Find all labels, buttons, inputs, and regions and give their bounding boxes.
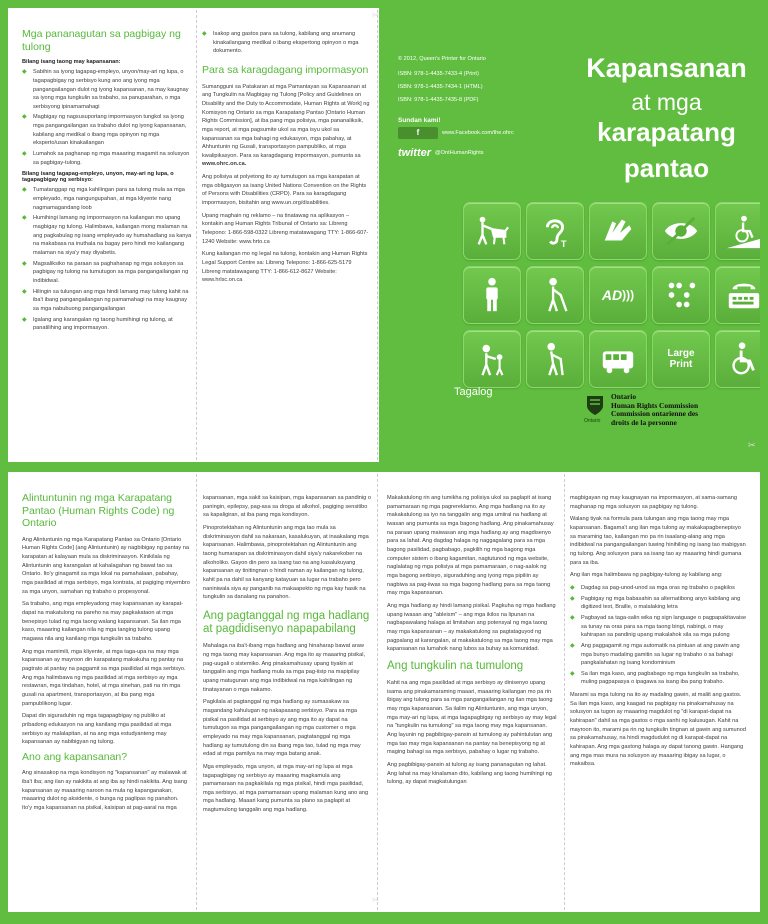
twitter-row[interactable] (398, 147, 484, 159)
list-item: ◆ Hilingin sa tulungan ang mga hindi lamang may tulong kahit na iba't ibang pangangailangan ng pamamahagi na may kaugnay sa mga nabubuong pangangailangan (22, 288, 194, 314)
fold-line (377, 474, 378, 910)
guide-dog-icon (463, 202, 521, 260)
heading-what-is-disability: Ano ang kapansanan? (22, 750, 128, 763)
cover-panel (379, 0, 768, 462)
hearing-assist-icon (526, 202, 584, 260)
bullet-list-employer (22, 186, 194, 333)
paragraph-legal-support-contact: Kung kailangan mo ng legal na tulong, kontakin ang Human Rights Legal Support Centre sa: Libreng Telepono: 1-866-625-5179 Libreng matatawagang TTY: 1-866-612-8627 Website: www.hrlsc.on.ca (202, 251, 368, 284)
paragraph: Dapat din siguraduhin ng mga tagapagbigay ng publiko at pribadong edukasyon na ang kanilang mga pasilidad at mga serbisyo ay malalapitan, at na ang mga estudyanteng may kapansanan ay nabibigyan ng tulong. (22, 713, 172, 746)
twitter-handle[interactable]: @OntHumanRights (435, 149, 484, 156)
fold-line (196, 10, 197, 460)
ohrc-name-en-line1: Ontario (611, 392, 637, 401)
braille-icon (652, 266, 710, 324)
scissors-icon: ✂ (372, 10, 380, 20)
panel-human-rights-code (22, 492, 190, 912)
list-item: ◆ Sabihin sa iyong tagapag-empleyo, unyon/may-ari ng lupa, o tagapagbigay ng serbisyo kung ano ang iyong mga pangangailangan dulot ng iyong kapansanan, na may kaugnay sa iyong mga tungkulin sa trabaho, sa panuparahan, o mga serbisyong ipinamamahagi (22, 68, 194, 111)
subheading-person-with-disability: Bilang isang taong may kapansanan: (22, 59, 121, 66)
panel-responsibilities (22, 28, 194, 448)
paragraph: Makakatulong rin ang tumikha ng polisiya ukol sa paglapit at isang pamamaraan ng mga pagrereklamo. Ang mga hadlang na ito ay makakatulong sa iyo na tanggalin ang mga umiiral na hadlang at iwasan ang pumunta sa mga bagong hadlang. Ang pinakamahusay na paraan upang maiwasan ang mga hadlang ay ang magdisenyo para sa lahat. Ang dagdag halaga ng naggagalang para sa mga bagong pasilidad, pagbabago, pagkilih ng mga bagong mga computer sistem o ibang kagamitan, nagtutunod ng mga website, naglalatag ng mga polisiya at mga pamamaraan, o nag-aalok ng mga bagong serbisyo, siguraduhing ang iyong mga pipiliin ay nagbiwa sa pag-iiwas sa mga bagong hadlang para sa mga taong may mga kapansanan. (387, 495, 554, 597)
ohrc-logo-text (611, 393, 698, 427)
fold-line (196, 474, 197, 910)
ohrc-link[interactable]: www.ohrc.on.ca. (202, 161, 247, 168)
bullet-list-person (22, 68, 194, 167)
scissors-icon: ✂ (372, 895, 380, 905)
list-item: ◆ Ang paggagamit ng mga automatik na pintuan at ang pawin ang mga bunyo madaling gamitin sa lugar ng trabaho o sa bahagi pangkalahatan ng isang kondominium (570, 642, 748, 668)
bus-icon (589, 330, 647, 388)
low-vision-icon (652, 202, 710, 260)
paragraph: Ang pagbibigay-pansin at tulong ay isang pananagutan ng lahat. Ang lahat na may kinalaman dito, kabilang ang taong humihingi ng tulong, ay dapat magkatulungan (387, 761, 552, 786)
heading-removing-barriers: Ang pagtanggal ng mga hadlang at pagdidisenyo napapabilang (203, 609, 370, 636)
ontario-coat-of-arms-icon (584, 393, 606, 417)
heading-duty-to-accommodate: Ang tungkulin na tumulong (387, 659, 524, 672)
cane-icon (526, 266, 584, 324)
ohrc-name-fr-line1: Commission ontarienne des (611, 409, 699, 419)
paragraph: Pinoprotektahan ng Alintuntunin ang mga tao mula sa diskriminasyon dahil sa nakaraan, kasalukuyan, at inaakalang mga kapansanan. Halimbawa, pinoprotektahan ng Alintuntunin ang taong humarapan sa diskriminasyon dahil siya'y nakarekober na alkoholiko. Gayon din pero sa isang tao na ang kasalukuyang kapansanan ay tinitingnan o hindi naman ay kailangan ng tulong, kahit pa na dahil sa kanyang katayuan sa lugar na trabaho pero naniniwala siya ay panganib na makaapekto ng mga kay hasik na tungkulin sa danalang na panahon. (203, 524, 369, 601)
paragraph: Sumangguni sa Patakaran at mga Pamantayan sa Kapansanan at ang Tungkulin na Magbigay ng Tulong [Policy and Guidelines on Disability and the Duty to Accommodate, Human Rights at Work] ng Komisyon ng Ontario sa mga Karapatang Pantao [Ontario Human Rights Commission], at iba pang mga polisiya, mga pananaliksik, mga report, at mga pagsumite ukol sa mga isyu ukol sa kapansanan sa mga bahagi ng edukasyon, mga pabahay, at Ahhuntunin ng Gusali, transportasyon pampubliko, at mga kwalipikasyon. Para sa karagdagang impormasyon, pumunta sa www.ohrc.on.ca. (202, 83, 370, 168)
isbn-print: ISBN: 978-1-4435-7433-4 (Print) (398, 71, 479, 77)
paragraph-tribunal-contact: Upang maghain ng reklamo – na tinatawag na aplikasyon – kontakin ang Human Rights Tribunal of Ontario sa: Libreng Telepono: 1-866-598-0322 Libreng matatawagang TTY: 1-866-607-1240 Website: www.hrto.ca (202, 212, 369, 245)
paragraph: kapansanan, mga sakit sa kaisipan, mga kapansanan sa pandinig o paningin, epilepsy, pag-asa sa droga at alkohol, pagiging sensitibo sa kapaligiran, at iba pang mga kondisyon. (203, 495, 371, 519)
cover-title-line4: pantao (623, 153, 710, 183)
panel-removing-barriers (203, 494, 371, 912)
subheading-employer: Bilang isang tagapag-empleyo, unyon, may-ari ng lupa, o tagapagbigay ng serbisyo: (22, 171, 174, 184)
svg-text:T: T (560, 239, 567, 250)
cover-title-line1: Kapansanan (586, 53, 747, 83)
panel-accommodation-examples (570, 494, 748, 912)
isbn-pdf: ISBN: 978-1-4435-7435-8 (PDF) (398, 97, 479, 103)
list-item: ◆ Igalang ang karangalan ng taong humihingi ng tulong, at panatilihing ang impormasyon. (22, 316, 194, 333)
list-item: ◆ Pagbayad sa taga-salin wika ng sign language o pagpapakitavaise sa tunay na oras para sa mga taong bingi, nabingi, o may kahirapan sa pandinig upang makalahok sila sa mga pulong (570, 614, 748, 640)
middle-band (0, 462, 768, 472)
bottom-edge-band (0, 912, 768, 924)
copyright-text: © 2012, Queen's Printer for Ontario (398, 56, 486, 62)
bullet-list-cost (202, 30, 370, 56)
paragraph: Sa trabaho, ang mga empleyadong may kapansanan ay karapat-dapat na makatulong na pareho na may pagkakataon at mga benepisyo tulad ng mga taong walang kapansanan. Sa ilan mga kaso, maaaring kailangan nila ng mga tanging tulong upang magawa nila ang kanilang mga tungkulin sa trabaho. (22, 601, 184, 642)
heading-responsibilities: Mga pananagutan sa pagbigay ng tulong (22, 28, 181, 53)
list-item: ◆ Sa ilan mga kaso, ang pagbabago ng mga tungkulin sa trabaho, muling pagpapasya o ipagawa sa isang iba pang trabaho. (570, 670, 748, 687)
paragraph: Walang tiyak na formula para tulungan ang mga taong may mga kapansanan. Bagama't ang ilan mga tulong ay makakapagbenepisyo sa maraming tao, kailangan mo pa rin isaalang-alang ang mga indibidwal na pangangailangan tuwing hinihiling ng isang tao mabigyan ng tulong. Ang solusyon para sa isang tao ay maaaring hindi gumana para sa iba. (570, 516, 746, 566)
paragraph: Ang mga mamimili, mga kliyente, at mga taga-upa na may mga kapansanan ay mayroon din karapatang makakuha ng pantay na pagtrato at pantay na paggamit sa mga pasilidad at mga serbisyo. Ang mga halimbawa ng mga pasilidad at mga serbisyo ay mga restawran, mga tindahan, hotel, at mga sinehan, pati na rin mga gusali na apartment, transportasyon, at iba pang mga pampublikong lugar. (22, 648, 186, 707)
ontario-wordmark: Ontario (584, 418, 601, 424)
list-item: ◆ Pagbigay ng mga babasahin sa alternatibong anyo kabilang ang digitized text, Braille, o malalaking letra (570, 595, 748, 612)
heading-human-rights-code: Alintuntunin ng mga Karapatang Pantao (Human Rights Code) ng Ontario (22, 492, 175, 530)
person-icon (463, 266, 521, 324)
list-item: ◆ Magsaliksiko na paraan sa paghahanap ng mga solusyon sa pagbigay ng tulong na tumutugon sa mga pangangailangan ng indibidwal. (22, 260, 194, 286)
follow-us-label: Sundan kami! (398, 117, 441, 124)
list-item: ◆ Dagdag sa pag-unod-unod sa mga oras ng trabaho o pagkilos (570, 584, 748, 593)
paragraph: Pagkilala at pagtanggal ng mga hadlang ay sumasakaw sa magandang kahulugan ng nakapasang serbisyo. Para sa mga pisikal na pasilidad at serbisyo ay ang mga ito ay dapat na tumutugon sa mga pangangailangan ng mga customer o mga empleyado na may mga kapansanan, pagtatanggal ng mga hadlang ay tumutulong din sa ibang mga tao, tulad ng mga may edad at mga pamilya na may mga batang anak. (203, 699, 361, 758)
paragraph: Ang mga hadlang ay hindi lamang pisikal. Pagkuha ng mga hadlang upang iwasan ang "ableism" – ang mga ikilos na lipunan na nagbapawalang halaga at limitahan ang potensyal ng mga taong may mga kapansanan – ay makakatulong sa pagtataguyod ng pagpalang at karangalan, at makakatulong sa mga taong may mga kapansanan na lumahok nang lubos sa buhay sa komunidad. (387, 602, 556, 653)
large-print-icon: Large Print (652, 330, 710, 388)
list-item: ◆ Humihingi lamang ng impormasyon na kailangan mo upang magbigay ng tulong. Halimbawa, kailangan mong malaman na ang pagkabulag ng isang empleyado ay humahadlang sa kanya na makabasa na inuthala na bagay pero hindi mo kailangang malaman na siya'y may diyabetis. (22, 214, 194, 257)
panel-duty-to-accommodate (387, 494, 557, 912)
facebook-row[interactable] (398, 127, 514, 139)
paragraph: Ang polisiya at polyetong ito ay tumutugon sa mga karapatan at mga obligasyon sa isang United Nations Convention on the Rights of Persons with Disabilities (CRPD). Para sa karagdagang impormasyon, bisitahin ang www.un.org/disabilities. (202, 174, 367, 207)
ohrc-name-fr-line2: droits de la personne (611, 417, 677, 427)
list-item: ◆ Tumatanggap ng mga kahilingan para sa tulong mula sa mga empleyado, mga nangungupahan, at mga kliyente nang nagmamagandang loob (22, 186, 194, 212)
scissors-icon: ✂ (748, 440, 756, 450)
top-edge-band (0, 0, 768, 8)
paragraph: magbigayan ng may kaugnayan na impormasyon, at sama-samang maghanap ng mga solusyon sa pagbigay ng tulong. (570, 495, 737, 510)
audio-description-icon: AD ))) (589, 266, 647, 324)
facebook-link[interactable]: www.Facebook.com/the.ohrc (442, 129, 514, 136)
paragraph: Ang ilan mga halimbawa ng pagbigay-tulong ay kabilang ang: (570, 572, 723, 579)
paragraph: Marami sa mga tulong na ito ay madaling gawin, at maliit ang gastos. Sa ilan mga kaso, ang kaagad na pagbigay na pinakamahusay na solusyon sa tugon ay maaaring magdulot ng "di karapat-dapat na kahirapan" dahil sa mga gastos o mga sanhi ng kalusugan. Kahit na mayroon ito, marami pa rin ng tungkulin tingnan at gawin ang sumunod sa pinakamahusay, na hindi magdudulot ng di karapat-dapat na kahirapan. Ang mga gastong halaga ay dapat tanong gawin. Hangang ang mga mas mura na solusyon ay maaaring ibigay sa lugar, o makaibsa. (570, 692, 746, 768)
bullet-list-examples (570, 584, 748, 687)
ohrc-name-en-line2: Human Rights Commission (611, 400, 699, 410)
list-item: ◆ Isakop ang gastos para sa tulong, kabilang ang anumang kinakailangang medikal o ibang ekspertong opinyon o mga dokumento. (202, 30, 370, 56)
list-item: ◆ Lumahok sa paghanap ng mga maaaring magamit na solusyon sa pagbigay-tulong. (22, 150, 194, 167)
fold-line (377, 10, 378, 460)
elderly-icon (526, 330, 584, 388)
language-label: Tagalog (454, 386, 493, 398)
signing-hands-icon (589, 202, 647, 260)
facebook-icon: f (398, 127, 438, 139)
paragraph: Ang Alintuntunin ng mga Karapatang Pantao sa Ontario [Ontario Human Rights Code] (ang Alintuntunin) ay nagbibigay ng pantay na karapatan at kalayaan mula sa diskriminasyon. Kinikilala ng Alintuntunin ang karangalan at kahalagahan ng bawat tao sa Ontario. Ito'y ginagamit sa mga lokal na pamahalaan, pabahay, mga pasilidad at mga serbisyo, mga kontrata, at pagiging miyembro sa mga unyon, samahan ng trabaho o propesyonal. (22, 536, 190, 595)
twitter-icon: twitter (398, 147, 431, 159)
cover-title-line3: karapatang (597, 117, 736, 147)
panel-more-info (202, 30, 370, 450)
cover-title-line2: at mga (631, 89, 702, 115)
paragraph: Mahalaga na iba't-ibang mga hadlang ang hinaharap bawat araw ng mga taong may kapansanan. Ang mga ito ay maaaring pisikal, pag-uugali o sistemiko. Ang pinakamahusay upang tiyakin at tanggalin ang mga hadlang mula sa mga pag-iisip na mapipilay upang matugunan ang mga indibidwal na mga kahilingan ng tinatayanan o mga nakamo. (203, 643, 366, 693)
list-item: ◆ Magbigay ng nagsusuportang impormasyon tungkol sa iyong mga pangangailangan sa trabaho dulot ng iyong kapansanan, kabilang ang medikal o ibang mga opinyon ng mga eksperto/usan kinakailangan (22, 113, 194, 148)
isbn-html: ISBN: 978-1-4435-7434-1 (HTML) (398, 84, 483, 90)
heading-more-info: Para sa karagdagang impormasyon (202, 63, 369, 76)
paragraph: Mga empleyado, mga unyon, at mga may-ari ng lupa at mga tagapagbigay ng serbisyo ay maaaring magkamula ang pamamaraan na pagkakilala ng mga pisikal, hindi mga pasilidad, mga serbisyo, at mga pamamaraan upang malaman kung ano ang mga hadlang. Maaari kang pumunta sa plano sa paglapit at magtumulong tanggalin ang mga hadlang. (203, 763, 369, 814)
paragraph: Kahit na ang mga pasilidad at mga serbisyo ay dinisenyo upang isama ang pinakamaraming maaari, maaaring kailangan mo pa rin ibigay ang tulong para sa mga pangangailangan ng ilan mga taong may mga kapansanan. Sa ilalim ng Alintuntunin, ang mga unyon, mga may-ari ng lupa, at mga tagapagbigay ng serbisyo ay may legal na "tungkulin na tumulong" sa mga taong may mga kapansanan. Ang layunin ng pagbibigay-pansin at tumulong ay pahintulutan ang mga tao may mga kapansanan na pantay na benepisyong ng at maging bahagi sa mga serbisyo, pabahay o lugar ng trabaho. (387, 680, 557, 756)
fold-line (564, 474, 565, 910)
paragraph: Ang sinasakop na mga kondisyon ng "kapansanan" ay malawak at iba't iba; ang ilan ay nakikita at ang iba ay hindi nakikita. Ang isang kapansanan ay maaaring naroon na mula ng kapanganakan, maaaring dulot ng aksidente, o bunga ng paglipas ng panahon. Ito'y mga kapansanan na pisikal, kaisipan at pag-aaral na mga (22, 770, 187, 812)
child-icon (463, 330, 521, 388)
